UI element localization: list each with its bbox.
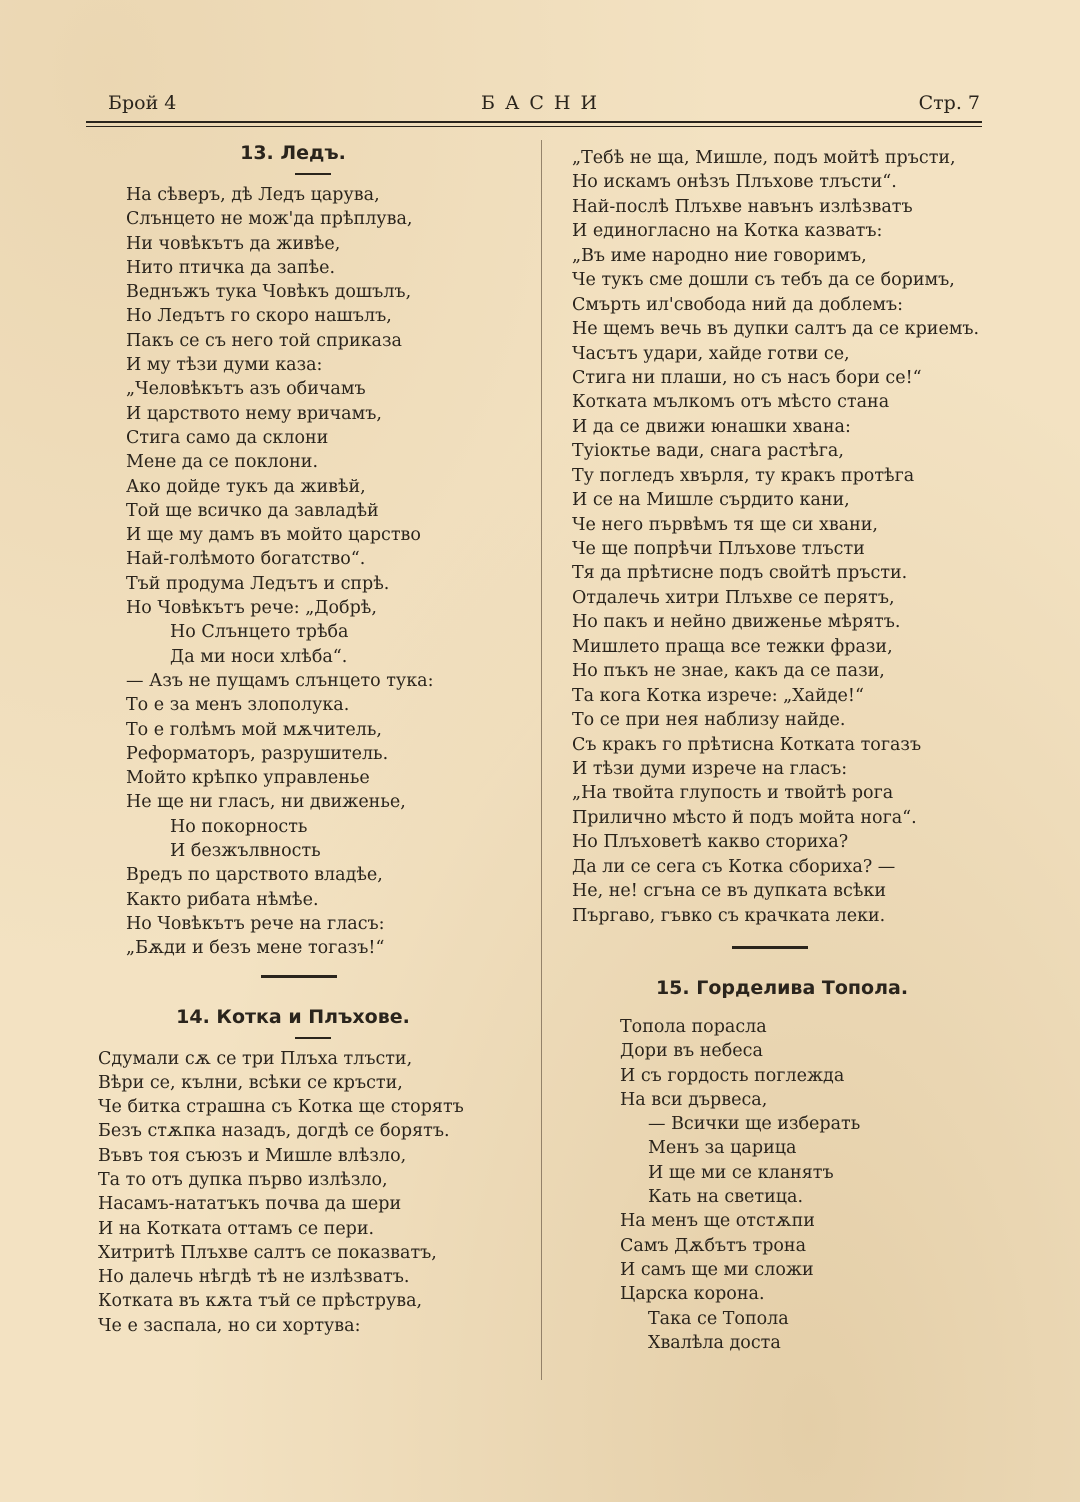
verse-line: Мене да се поклони. (126, 452, 319, 473)
verse-line: Отдалечь хитри Плъхве се перятъ, (572, 587, 895, 608)
verse-line: Туioктье вади, снага растѣга, (572, 441, 844, 462)
issue-number: Брой 4 (108, 92, 177, 114)
poem-14 (98, 1002, 528, 1339)
verse-line: Но далечь нѣгдѣ тѣ не излѣзватъ. (98, 1267, 410, 1288)
verse-line: „Бѫди и безъ мене тогазъ!“ (126, 938, 385, 959)
verse-line: И безжълвность (170, 841, 321, 862)
verse-line: И му тѣзи думи каза: (126, 355, 323, 376)
verse-line: Но Човѣкътъ рече: „Добрѣ, (126, 598, 377, 619)
poem-15-title: 15. Горделива Топола. (655, 977, 909, 999)
verse-line: Съ кракъ го прѣтисна Котката тогазъ (572, 734, 922, 755)
verse-line: На сѣверъ, дѣ Ледъ царува, (126, 185, 380, 205)
verse-line: Часътъ удари, хайде готви се, (572, 343, 850, 364)
verse-line: Така се Топола (648, 1308, 789, 1329)
verse-line: Но Плъховетѣ какво сториха? (572, 832, 849, 853)
verse-line: Не щемъ вечь въ дупки салтъ да се криемъ. (572, 319, 980, 340)
poem-13-text (98, 183, 528, 961)
verse-line: И се на Мишле сърдито кани, (572, 490, 850, 511)
section-separator (261, 975, 337, 978)
verse-line: Пъргаво, гъвко съ крачката леки. (572, 905, 886, 926)
verse-line: Най-послѣ Плъхве навънъ излѣзватъ (572, 196, 913, 217)
verse-line: Веднъжъ тука Човѣкъ дошълъ, (126, 282, 412, 303)
verse-line: Мойто крѣпко управленье (126, 768, 370, 789)
verse-line: Но пакъ и нейно движенье мѣрятъ. (572, 612, 901, 633)
verse-line: Да ли се сега съ Котка сбориха? — (572, 856, 896, 877)
verse-line: Тя да прѣтисне подъ свойтѣ пръсти. (572, 563, 908, 584)
left-column (98, 138, 528, 1338)
verse-line: Че него първѣмъ тя ще си хвани, (572, 514, 878, 535)
verse-line: Котката въ кѫта тъй се прѣструва, (98, 1291, 423, 1312)
verse-line: Не, не! сгъна се въ дупката всѣки (572, 881, 886, 902)
verse-line: Да ми носи хлѣба“. (170, 646, 348, 667)
right-column (572, 146, 992, 1355)
verse-line: Та кога Котка изрече: „Хайде!“ (572, 685, 864, 706)
poem-14-title: 14. Котка и Плъхове. (176, 1005, 410, 1028)
verse-line: Че тукъ сме дошли съ тебъ да се боримъ, (572, 270, 955, 291)
verse-line: Прилично мѣсто й подъ мойта нога“. (572, 807, 917, 828)
verse-line: Не ще ни гласъ, ни движенье, (126, 792, 406, 813)
verse-line: Но Слънцето трѣба (170, 622, 349, 643)
verse-line: На вси дървеса, (620, 1089, 768, 1110)
verse-line: Както рибата нѣмѣе. (126, 889, 319, 910)
verse-line: Вредъ по царството владѣе, (126, 865, 383, 886)
column-divider (541, 140, 542, 1380)
verse-line: Насамъ-нататъкъ почва да шери (98, 1194, 402, 1215)
verse-line: Пакъ се съ него той сприказа (126, 330, 402, 351)
verse-line: Нито птичка да запѣе. (126, 257, 336, 278)
verse-line: Но Човѣкътъ рече на гласъ: (126, 913, 385, 934)
poem-14-text-left (98, 1047, 528, 1339)
verse-line: Дори въ небеса (620, 1041, 763, 1062)
poem-15-text (620, 1015, 992, 1355)
verse-line: Хвалѣла доста (648, 1332, 781, 1353)
page-header (108, 92, 980, 124)
page-number: Стр. 7 (918, 92, 980, 114)
verse-line: Менъ за царица (648, 1138, 797, 1159)
verse-line: Слънцето не мож'да прѣплува, (126, 209, 413, 230)
verse-line: Ни човѣкътъ да живѣе, (126, 233, 341, 254)
verse-line: Стига само да склони (126, 427, 329, 448)
poem-13-title: 13. Ледъ. (240, 142, 346, 164)
title-dash (295, 173, 331, 175)
poem-15 (572, 973, 992, 1355)
verse-line: „Тебѣ не ща, Мишле, подъ мойтѣ пръсти, (572, 148, 956, 168)
verse-line: „На твойта глупость и твойтѣ рога (572, 783, 894, 804)
verse-line: Той ще всичко да завладѣй (126, 500, 379, 521)
verse-line: Та то отъ дупка първо излѣзло, (98, 1169, 388, 1190)
verse-line: И тѣзи думи изрече на гласъ: (572, 758, 848, 779)
header-rule-thick (86, 121, 982, 123)
verse-line: То е голѣмъ мой мѫчитель, (126, 719, 382, 740)
verse-line: Но пъкъ не знае, какъ да се пази, (572, 661, 885, 682)
verse-line: И ще ми се кланятъ (648, 1162, 834, 1183)
verse-line: Ту погледъ хвърля, ту кракъ протѣга (572, 465, 915, 486)
verse-line: И съ гордость поглежда (620, 1065, 845, 1086)
verse-line: И да се движи юнашки хвана: (572, 416, 851, 437)
verse-line: То се при нея наблизу найде. (572, 710, 846, 731)
poem-13 (98, 138, 528, 961)
verse-line: Но покорность (170, 816, 308, 837)
verse-line: — Всички ще изберать (648, 1114, 861, 1135)
verse-line: И самъ ще ми сложи (620, 1259, 814, 1280)
verse-line: Сдумали сѫ се три Плъха тлъсти, (98, 1048, 413, 1069)
verse-line: Мишлето праща все тежки фрази, (572, 636, 893, 657)
verse-line: И ще му дамъ въ мойто царство (126, 525, 421, 546)
verse-line: И на Котката оттамъ се пери. (98, 1218, 375, 1239)
verse-line: Кать на светица. (648, 1187, 804, 1208)
title-dash (295, 1037, 331, 1039)
verse-line: Че е заспала, но си хортува: (98, 1315, 361, 1336)
verse-line: Ако дойде тукъ да живѣй, (126, 476, 366, 497)
verse-line: Котката мълкомъ отъ мѣсто стана (572, 392, 890, 413)
verse-line: Смърть ил'свобода ний да доблемъ: (572, 294, 904, 315)
verse-line: Вѣри се, кълни, всѣки се кръсти, (98, 1072, 403, 1093)
poem-14-text-right (572, 146, 992, 928)
verse-line: „Въ име народно ние говоримъ, (572, 245, 867, 266)
verse-line: Топола порасла (620, 1017, 767, 1037)
verse-line: Въвъ тоя съюзъ и Мишле влѣзло, (98, 1145, 407, 1166)
verse-line: Че битка страшна съ Котка ще сторятъ (98, 1097, 464, 1118)
section-title: БАСНИ (480, 92, 608, 114)
verse-line: Но Ледътъ го скоро нашълъ, (126, 306, 392, 327)
verse-line: Тъй продума Ледътъ и спрѣ. (126, 573, 390, 594)
verse-line: И царството нему вричамъ, (126, 403, 382, 424)
verse-line: То е за менъ злополука. (126, 695, 350, 716)
verse-line: Хитритѣ Плъхве салтъ се показватъ, (98, 1242, 437, 1263)
verse-line: Самъ Дѫбътъ трона (620, 1235, 807, 1256)
verse-line: Безъ стѫпка назадъ, догдѣ се борятъ. (98, 1121, 450, 1142)
verse-line: Стига ни плаши, но съ насъ бори се!“ (572, 367, 922, 388)
verse-line: И единогласно на Котка казватъ: (572, 221, 883, 242)
verse-line: Реформаторъ, разрушитель. (126, 743, 389, 764)
verse-line: — Азъ не пущамъ слънцето тука: (126, 670, 434, 691)
verse-line: На менъ ще отстѫпи (620, 1211, 815, 1232)
verse-line: Че ще попрѣчи Плъхове тлъсти (572, 539, 865, 559)
verse-line: „Человѣкътъ азъ обичамъ (126, 379, 366, 400)
verse-line: Но искамъ онѣзъ Плъхове тлъсти“. (572, 172, 897, 193)
section-separator (732, 946, 808, 949)
header-rule-thin (86, 126, 982, 127)
verse-line: Царска корона. (620, 1284, 765, 1305)
verse-line: Най-голѣмото богатство“. (126, 549, 366, 570)
